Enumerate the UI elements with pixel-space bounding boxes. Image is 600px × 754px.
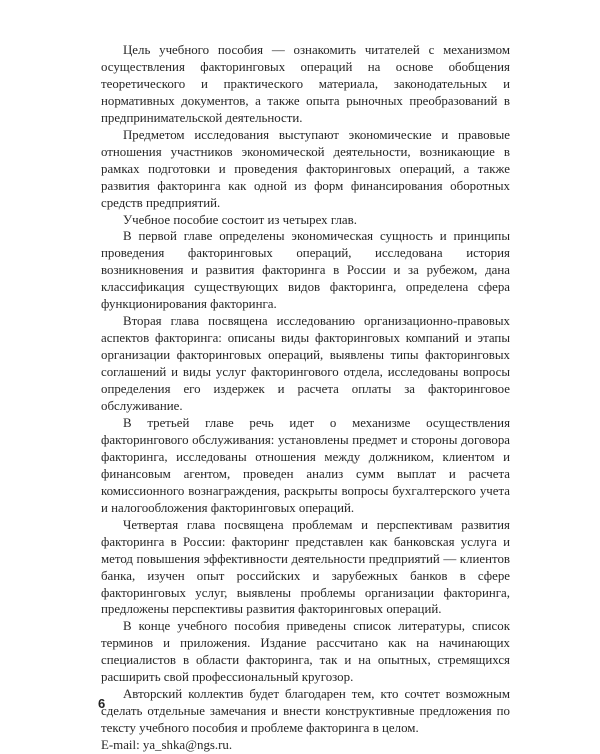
paragraph-subject: Предметом исследования выступают экономические и правовые отношения участников экономической деятельности, возникающие в рамках подготовки и проведения факторинговых операций, а также развития факторинга как одной из форм финансирования оборотных средств предприятий. bbox=[101, 127, 510, 210]
paragraph-structure: Учебное пособие состоит из четырех глав. bbox=[123, 212, 357, 227]
email-contact: E-mail: ya_shka@ngs.ru. bbox=[101, 738, 233, 753]
feedback-text: Авторский коллектив будет благодарен тем, кто сочтет возможным сделать отдельные замечания и внести конструктивные предложения по тексту учебного пособия и проблеме факторинга в целом. bbox=[101, 687, 510, 736]
body-text bbox=[101, 42, 510, 754]
paragraph-chapter-3: В третьей главе речь идет о механизме осуществления факторингового обслуживания: установлены предмет и стороны договора факторинга, исследованы отношения между должником, клиентом и финансовым агентом, проведен анализ сумм выплат и расчета комиссионного вознаграждения, раскрыты вопросы бухгалтерского учета и налогообложения факторинговых операций. bbox=[101, 415, 510, 515]
paragraph-purpose: Цель учебного пособия — ознакомить читателей с механизмом осуществления факторинговых операций на основе обобщения теоретического и практического материала, законодательных и нормативных документов, а также опыта рыночных преобразований в предпринимательской деятельности. bbox=[101, 43, 510, 125]
paragraph-feedback bbox=[101, 686, 510, 754]
paragraph-chapter-2: Вторая глава посвящена исследованию организационно-правовых аспектов факторинга: описаны виды факторинговых компаний и этапы организации факторинговых операций, выявлены типы факторинговых соглашений и виды услуг факторингового отдела, исследованы вопросы определения его издержек и расчета оплаты за факторинговое обслуживание. bbox=[101, 314, 510, 414]
paragraph-appendices: В конце учебного пособия приведены список литературы, список терминов и приложения. Издание рассчитано как на начинающих специалистов в области факторинга, так и на опытных, стремящихся расширить свой профессиональный кругозор. bbox=[101, 619, 510, 685]
paragraph-chapter-4: Четвертая глава посвящена проблемам и перспективам развития факторинга в России: факторинг представлен как банковская услуга и метод повышения эффективности деятельности предприятий — клиентов банка, изучен опыт российских и зарубежных банков в сфере факторинговых услуг, выявлены проблемы организации факторинга, предложены перспективы развития факторинговых операций. bbox=[101, 517, 510, 617]
paragraph-chapter-1: В первой главе определены экономическая сущность и принципы проведения факторинговых операций, исследована история возникновения и развития факторинга в России и за рубежом, дана классификация существующих видов факторинга, определена сфера функционирования факторинга. bbox=[101, 229, 510, 312]
page-number: 6 bbox=[98, 696, 106, 711]
